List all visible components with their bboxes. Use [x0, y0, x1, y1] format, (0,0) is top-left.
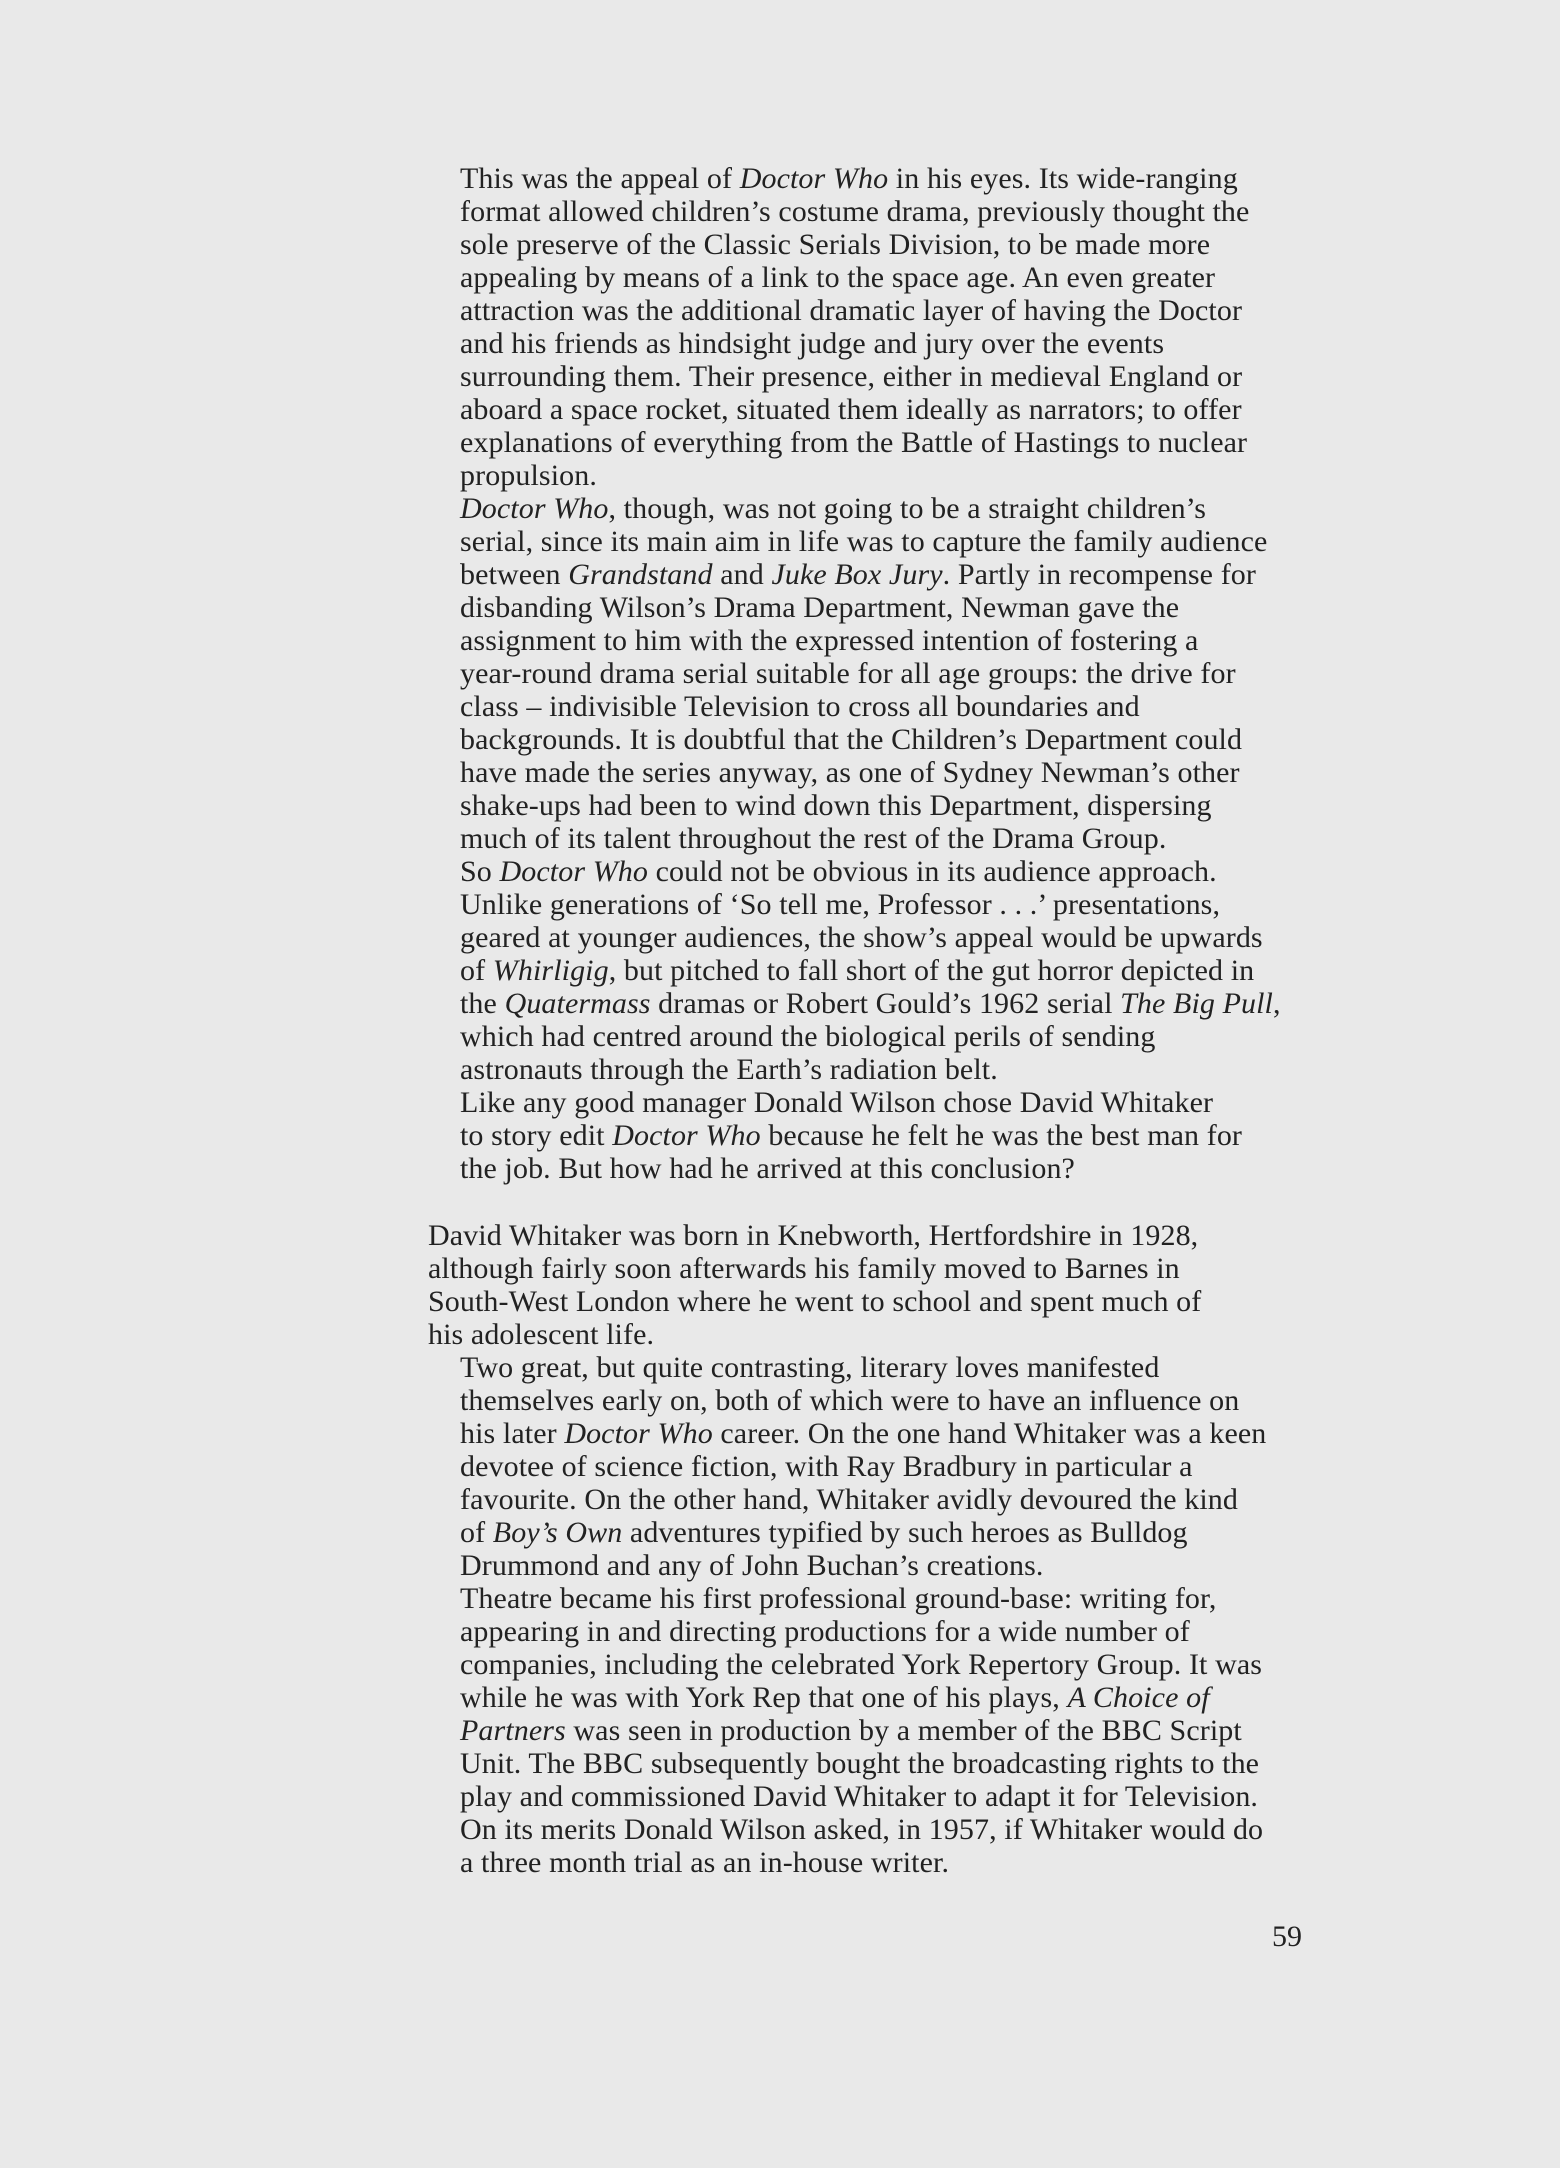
text-line: [428, 393, 1308, 426]
text-run: surrounding them. Their presence, either in medieval England or: [460, 360, 1243, 393]
text-run: year-round drama serial suitable for all age groups: the drive for: [460, 657, 1236, 690]
text-line: [428, 921, 1308, 954]
text-run: between: [460, 558, 569, 591]
text-run: the job. But how had he arrived at this conclusion?: [460, 1152, 1075, 1185]
text-run: was seen in production by a member of the BBC Script: [565, 1714, 1242, 1747]
text-run: class – indivisible Television to cross all boundaries and: [460, 690, 1140, 723]
text-run: attraction was the additional dramatic layer of having the Doctor: [460, 294, 1243, 327]
text-run: companies, including the celebrated York Repertory Group. It was: [460, 1648, 1263, 1681]
text-run: his later: [460, 1417, 565, 1450]
text-run: could not be obvious in its audience approach.: [647, 855, 1217, 888]
text-run: backgrounds. It is doubtful that the Children’s Department could: [460, 723, 1243, 756]
text-run: and his friends as hindsight judge and jury over the events: [460, 327, 1165, 360]
text-run: devotee of science fiction, with Ray Bradbury in particular a: [460, 1450, 1193, 1483]
italic-title: Doctor Who: [460, 492, 609, 525]
text-line: [428, 1219, 1308, 1252]
text-run: geared at younger audiences, the show’s appeal would be upwards: [460, 921, 1263, 954]
text-run: This was the appeal of: [460, 162, 740, 195]
text-line: [428, 1516, 1308, 1549]
text-run: , but pitched to fall short of the gut horror depicted in: [608, 954, 1255, 987]
text-run: On its merits Donald Wilson asked, in 1957, if Whitaker would do: [460, 1813, 1264, 1846]
text-run: propulsion.: [460, 459, 597, 492]
italic-title: Boy’s Own: [492, 1516, 623, 1549]
text-line: [428, 855, 1308, 888]
text-line: [428, 1549, 1308, 1582]
italic-title: Juke Box Jury: [771, 558, 943, 591]
text-line: [428, 1450, 1308, 1483]
text-run: David Whitaker was born in Knebworth, Hertfordshire in 1928,: [428, 1219, 1199, 1252]
text-run: ,: [1272, 987, 1281, 1020]
text-line: [428, 1648, 1308, 1681]
text-line: [428, 1152, 1308, 1185]
paragraph: [428, 162, 1308, 492]
body-text: [428, 162, 1308, 1879]
text-line: [428, 987, 1308, 1020]
text-run: . Partly in recompense for: [942, 558, 1256, 591]
italic-title: Doctor Who: [499, 855, 648, 888]
text-run: themselves early on, both of which were to have an influence on: [460, 1384, 1240, 1417]
text-run: shake-ups had been to wind down this Department, dispersing: [460, 789, 1212, 822]
text-line: [428, 1846, 1308, 1879]
text-line: [428, 1318, 1308, 1351]
text-line: [428, 360, 1308, 393]
text-line: [428, 1714, 1308, 1747]
paragraph: [428, 1219, 1308, 1351]
text-line: [428, 1813, 1308, 1846]
text-run: explanations of everything from the Battle of Hastings to nuclear: [460, 426, 1248, 459]
text-run: much of its talent throughout the rest of the Drama Group.: [460, 822, 1167, 855]
text-run: Two great, but quite contrasting, literary loves manifested: [460, 1351, 1160, 1384]
text-line: [428, 657, 1308, 690]
text-line: [428, 756, 1308, 789]
text-line: [428, 1053, 1308, 1086]
text-line: [428, 195, 1308, 228]
text-run: assignment to him with the expressed intention of fostering a: [460, 624, 1199, 657]
text-line: [428, 294, 1308, 327]
text-run: favourite. On the other hand, Whitaker avidly devoured the kind: [460, 1483, 1239, 1516]
text-line: [428, 1351, 1308, 1384]
text-run: Drummond and any of John Buchan’s creations.: [460, 1549, 1044, 1582]
italic-title: Whirligig: [492, 954, 609, 987]
text-line: [428, 888, 1308, 921]
text-line: [428, 459, 1308, 492]
text-line: [428, 822, 1308, 855]
text-line: [428, 558, 1308, 591]
text-run: and: [712, 558, 772, 591]
text-line: [428, 327, 1308, 360]
text-line: [428, 162, 1308, 195]
text-line: [428, 1483, 1308, 1516]
text-run: while he was with York Rep that one of his plays,: [460, 1681, 1068, 1714]
text-run: although fairly soon afterwards his family moved to Barnes in: [428, 1252, 1180, 1285]
paragraph: [428, 1582, 1308, 1879]
text-run: the: [460, 987, 505, 1020]
text-line: [428, 591, 1308, 624]
text-line: [428, 1582, 1308, 1615]
text-line: [428, 1285, 1308, 1318]
text-run: sole preserve of the Classic Serials Division, to be made more: [460, 228, 1211, 261]
italic-title: Partners: [460, 1714, 566, 1747]
text-run: astronauts through the Earth’s radiation belt.: [460, 1053, 998, 1086]
italic-title: Quatermass: [504, 987, 651, 1020]
text-line: [428, 1086, 1308, 1119]
text-run: Like any good manager Donald Wilson chose David Whitaker: [460, 1086, 1214, 1119]
text-run: to story edit: [460, 1119, 613, 1152]
text-line: [428, 1780, 1308, 1813]
text-run: of: [460, 1516, 493, 1549]
text-run: of: [460, 954, 493, 987]
text-run: Unit. The BBC subsequently bought the broadcasting rights to the: [460, 1747, 1260, 1780]
text-run: which had centred around the biological perils of sending: [460, 1020, 1156, 1053]
text-run: dramas or Robert Gould’s 1962 serial: [650, 987, 1121, 1020]
text-run: because he felt he was the best man for: [760, 1119, 1243, 1152]
text-run: So: [460, 855, 500, 888]
text-line: [428, 789, 1308, 822]
text-run: serial, since its main aim in life was to capture the family audience: [460, 525, 1268, 558]
text-run: , though, was not going to be a straight children’s: [608, 492, 1206, 525]
text-run: appealing by means of a link to the space age. An even greater: [460, 261, 1216, 294]
text-run: format allowed children’s costume drama, previously thought the: [460, 195, 1250, 228]
italic-title: Doctor Who: [739, 162, 889, 195]
text-line: [428, 954, 1308, 987]
italic-title: Doctor Who: [564, 1417, 713, 1450]
text-run: in his eyes. Its wide-ranging: [888, 162, 1238, 195]
text-line: [428, 690, 1308, 723]
text-run: South-West London where he went to school and spent much of: [428, 1285, 1202, 1318]
text-run: appearing in and directing productions for a wide number of: [460, 1615, 1190, 1648]
paragraph: [428, 1086, 1308, 1185]
italic-title: The Big Pull: [1120, 987, 1273, 1020]
text-line: [428, 1681, 1308, 1714]
text-line: [428, 1252, 1308, 1285]
text-run: his adolescent life.: [428, 1318, 655, 1351]
text-line: [428, 525, 1308, 558]
text-line: [428, 624, 1308, 657]
text-line: [428, 1384, 1308, 1417]
page-number: 59: [1272, 1920, 1302, 1953]
paragraph: [428, 1351, 1308, 1582]
italic-title: Grandstand: [568, 558, 713, 591]
text-run: aboard a space rocket, situated them ideally as narrators; to offer: [460, 393, 1242, 426]
text-line: [428, 1615, 1308, 1648]
paragraph: [428, 855, 1308, 1086]
text-line: [428, 1020, 1308, 1053]
text-line: [428, 228, 1308, 261]
text-run: adventures typified by such heroes as Bulldog: [622, 1516, 1188, 1549]
italic-title: A Choice of: [1067, 1681, 1210, 1714]
text-line: [428, 723, 1308, 756]
text-line: [428, 426, 1308, 459]
text-run: play and commissioned David Whitaker to adapt it for Television.: [460, 1780, 1259, 1813]
section-break: [428, 1185, 1308, 1219]
text-run: have made the series anyway, as one of Sydney Newman’s other: [460, 756, 1240, 789]
text-line: [428, 1119, 1308, 1152]
paragraph: [428, 492, 1308, 855]
text-line: [428, 1417, 1308, 1450]
text-run: career. On the one hand Whitaker was a keen: [712, 1417, 1267, 1450]
text-line: [428, 1747, 1308, 1780]
text-run: Unlike generations of ‘So tell me, Professor . . .’ presentations,: [460, 888, 1221, 921]
italic-title: Doctor Who: [612, 1119, 761, 1152]
text-line: [428, 492, 1308, 525]
text-run: a three month trial as an in-house writer.: [460, 1846, 950, 1879]
text-run: disbanding Wilson’s Drama Department, Newman gave the: [460, 591, 1180, 624]
text-run: Theatre became his first professional ground-base: writing for,: [460, 1582, 1217, 1615]
text-line: [428, 261, 1308, 294]
